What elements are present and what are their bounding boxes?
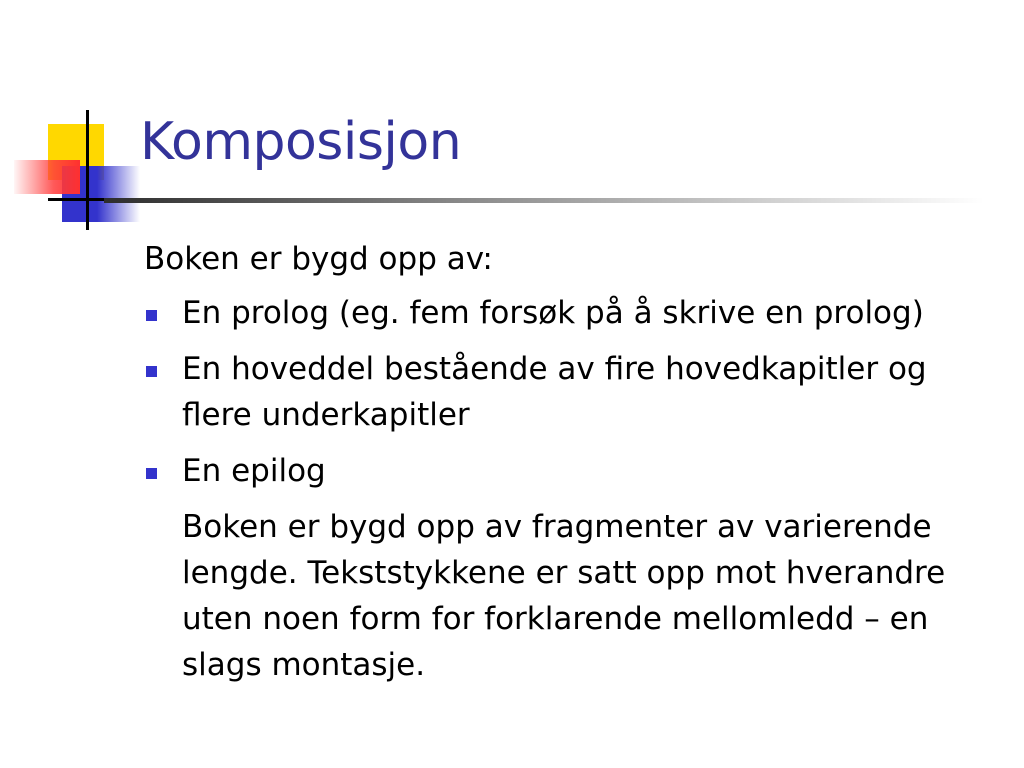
bullet-item	[144, 346, 994, 438]
square-bullet-icon	[146, 366, 157, 377]
intro-text: Boken er bygd opp av:	[144, 241, 493, 277]
bullet-list	[144, 290, 994, 494]
vertical-line	[86, 110, 89, 230]
bullet-item	[144, 448, 994, 494]
slide-body	[144, 236, 994, 688]
slide-title: Komposisjon	[140, 112, 462, 172]
bullet-text: En hoveddel bestående av fire hovedkapitler og flere underkapitler	[182, 351, 927, 433]
square-bullet-icon	[146, 310, 157, 321]
title-underline	[104, 198, 984, 203]
bullet-text: En prolog (eg. fem forsøk på å skrive en prolog)	[182, 295, 924, 331]
bullet-text: En epilog	[182, 453, 326, 489]
bullet-item	[144, 290, 994, 336]
square-bullet-icon	[146, 468, 157, 479]
red-bar	[14, 160, 80, 194]
decorative-logo	[0, 0, 150, 240]
body-paragraph: Boken er bygd opp av fragmenter av varierende lengde. Tekststykkene er satt opp mot hverandre uten noen form for forklarende mellomledd – en slags montasje.	[182, 509, 946, 683]
